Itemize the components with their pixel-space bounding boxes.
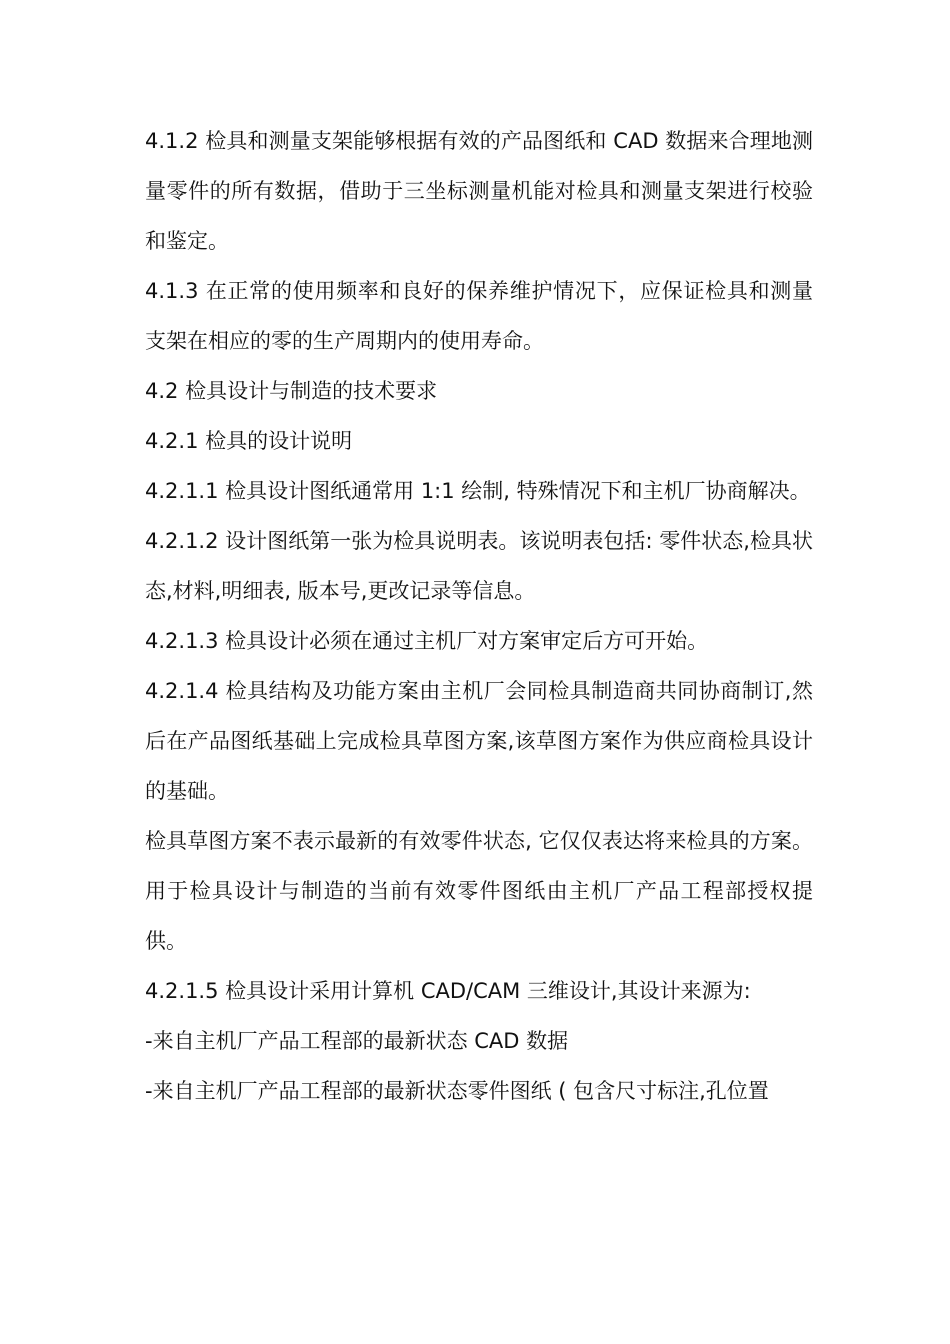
list-item-cad-source: -来自主机厂产品工程部的最新状态 CAD 数据 bbox=[145, 1029, 569, 1053]
paragraph-4-1-3: 4.1.3 在正常的使用频率和良好的保养维护情况下，应保证检具和测量支架在相应的零的生产周期内的使用寿命。 bbox=[145, 279, 813, 353]
paragraph-4-2-1-1: 4.2.1.1 检具设计图纸通常用 1:1 绘制, 特殊情况下和主机厂协商解决。 bbox=[145, 479, 811, 503]
list-item-drawing-source: -来自主机厂产品工程部的最新状态零件图纸 ( 包含尺寸标注,孔位置 bbox=[145, 1079, 769, 1103]
paragraph-4-2-1-4: 4.2.1.4 检具结构及功能方案由主机厂会同检具制造商共同协商制订,然后在产品图纸基础上完成检具草图方案,该草图方案作为供应商检具设计的基础。 bbox=[145, 679, 813, 803]
heading-4-2: 4.2 检具设计与制造的技术要求 bbox=[145, 379, 438, 403]
heading-4-2-1: 4.2.1 检具的设计说明 bbox=[145, 429, 353, 453]
paragraph-4-2-1-3: 4.2.1.3 检具设计必须在通过主机厂对方案审定后方可开始。 bbox=[145, 629, 709, 653]
paragraph-4-1-2: 4.1.2 检具和测量支架能够根据有效的产品图纸和 CAD 数据来合理地测量零件的所有数据，借助于三坐标测量机能对检具和测量支架进行校验和鉴定。 bbox=[145, 129, 813, 253]
paragraph-draft-scheme: 检具草图方案不表示最新的有效零件状态, 它仅仅表达将来检具的方案。用于检具设计与制造的当前有效零件图纸由主机厂产品工程部授权提供。 bbox=[145, 829, 813, 953]
document-page bbox=[145, 116, 813, 1116]
paragraph-4-2-1-2: 4.2.1.2 设计图纸第一张为检具说明表。该说明表包括: 零件状态,检具状态,材料,明细表, 版本号,更改记录等信息。 bbox=[145, 529, 813, 603]
paragraph-4-2-1-5: 4.2.1.5 检具设计采用计算机 CAD/CAM 三维设计,其设计来源为: bbox=[145, 979, 751, 1003]
